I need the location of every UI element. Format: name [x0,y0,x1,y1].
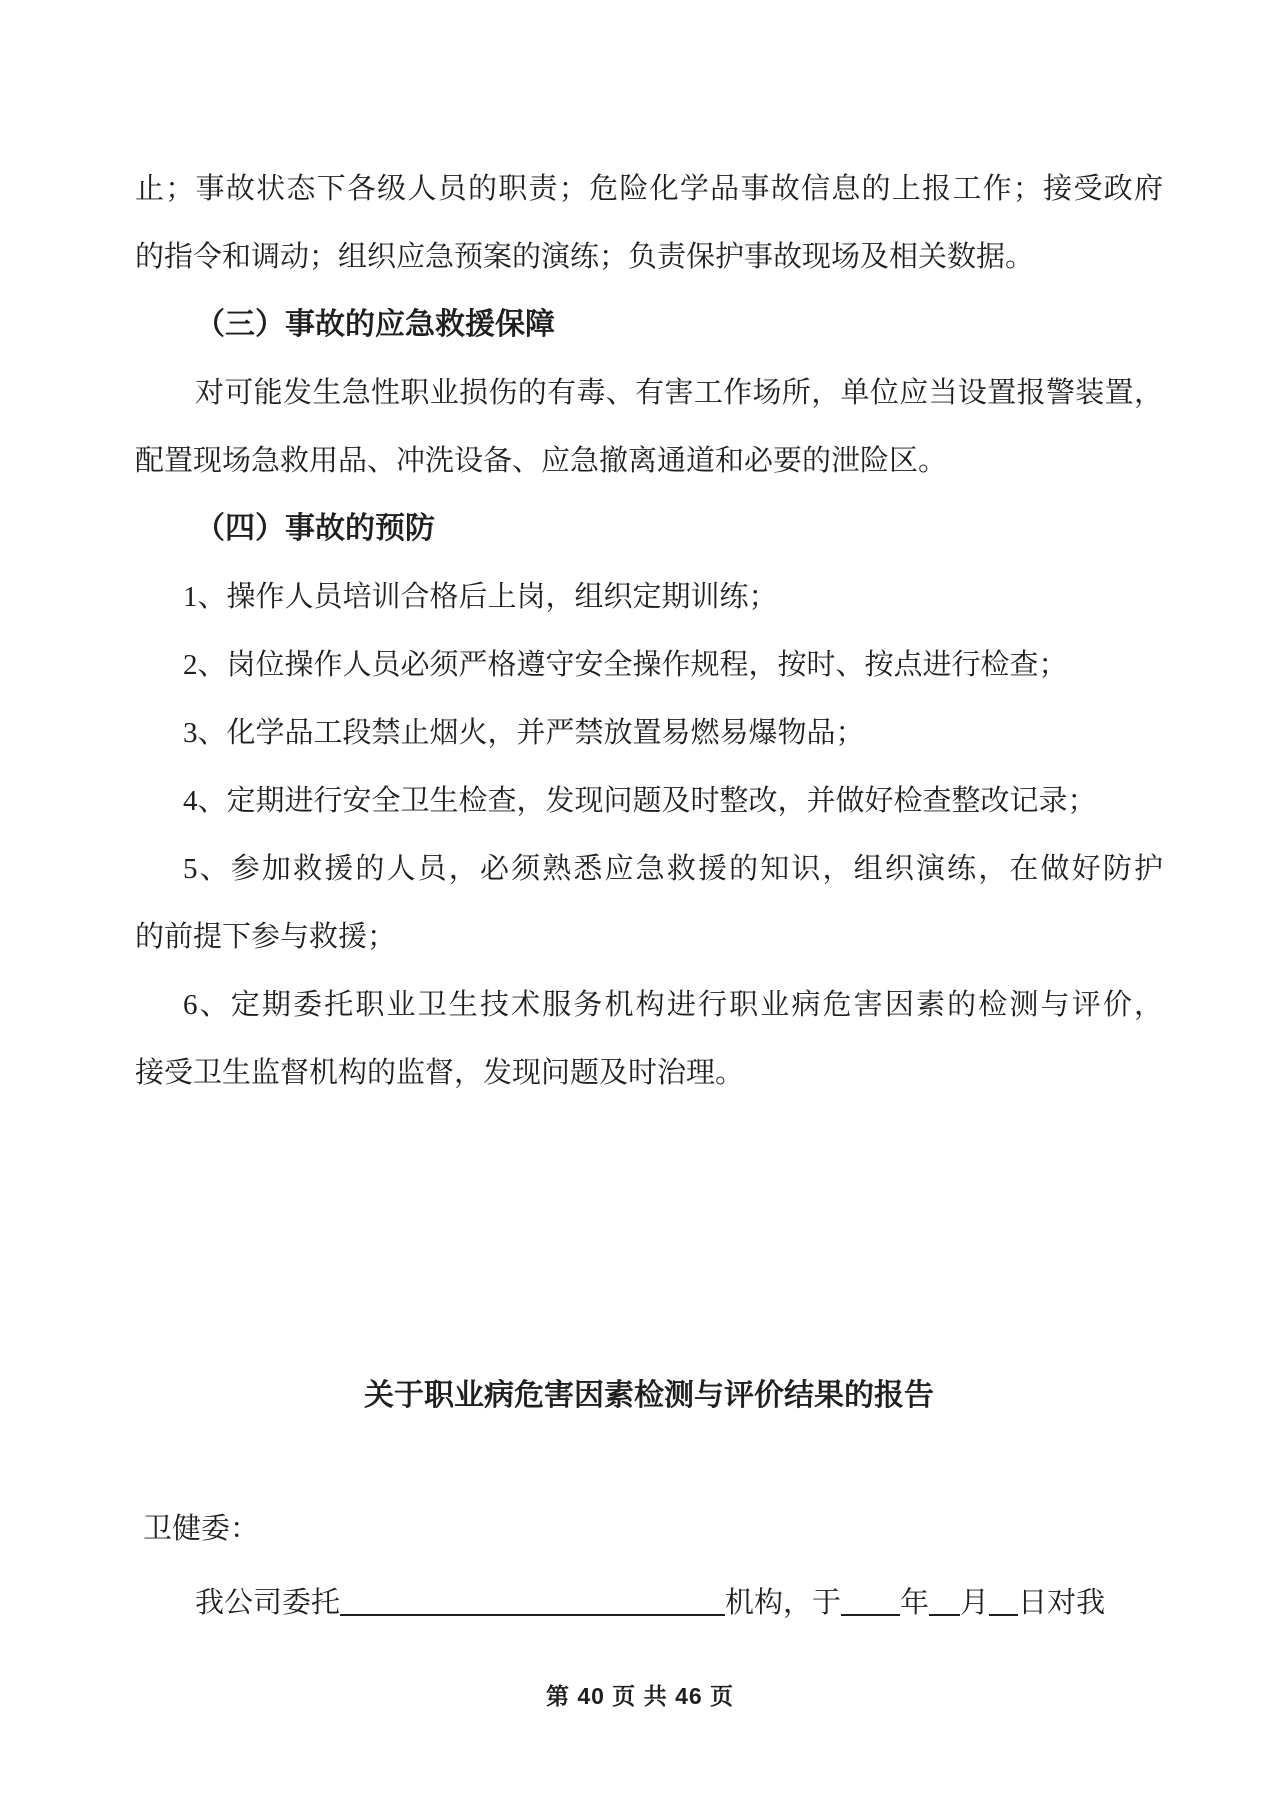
commission-mid: 机构，于 [725,1587,842,1619]
month-label: 月 [960,1587,990,1619]
report-title: 关于职业病危害因素检测与评价结果的报告 [364,1379,934,1412]
commission-prefix: 我公司委托 [195,1587,341,1619]
list-item-6-continuation: 接受卫生监督机构的监督，发现问题及时治理。 [135,1057,745,1089]
section-heading-3: （三）事故的应急救援保障 [195,308,555,341]
paragraph-line: 配置现场急救用品、冲洗设备、应急撤离通道和必要的泄险区。 [135,445,948,477]
list-item-3: 3、化学品工段禁止烟火，并严禁放置易燃易爆物品； [183,717,865,749]
list-item-5-continuation: 的前提下参与救援； [135,921,397,953]
list-item-5: 5、参加救援的人员，必须熟悉应急救援的知识，组织演练，在做好防护 [183,853,1163,885]
list-item-2: 2、岗位操作人员必须严格遵守安全操作规程，按时、按点进行检查； [183,649,1068,681]
blank-field-month [929,1612,960,1616]
blank-field-day [989,1612,1018,1616]
paragraph-line: 的指令和调动；组织应急预案的演练；负责保护事故现场及相关数据。 [135,241,1035,273]
page-footer: 第 40 页 共 46 页 [545,1683,735,1709]
list-item-4: 4、定期进行安全卫生检查，发现问题及时整改，并做好检查整改记录； [183,785,1097,817]
commission-line [135,1569,1163,1637]
year-label: 年 [900,1587,930,1619]
list-item-6: 6、定期委托职业卫生技术服务机构进行职业病危害因素的检测与评价， [183,989,1163,1021]
paragraph-line: 止；事故状态下各级人员的职责；危险化学品事故信息的上报工作；接受政府 [135,173,1163,205]
blank-field-agency [340,1612,725,1616]
salutation: 卫健委： [143,1513,260,1545]
day-suffix: 日对我 [1018,1587,1106,1619]
list-item-1: 1、操作人员培训合格后上岗，组织定期训练； [183,581,778,613]
blank-field-year [841,1612,900,1616]
paragraph-line: 对可能发生急性职业损伤的有毒、有害工作场所，单位应当设置报警装置， [195,377,1163,409]
section-heading-4: （四）事故的预防 [195,512,435,545]
